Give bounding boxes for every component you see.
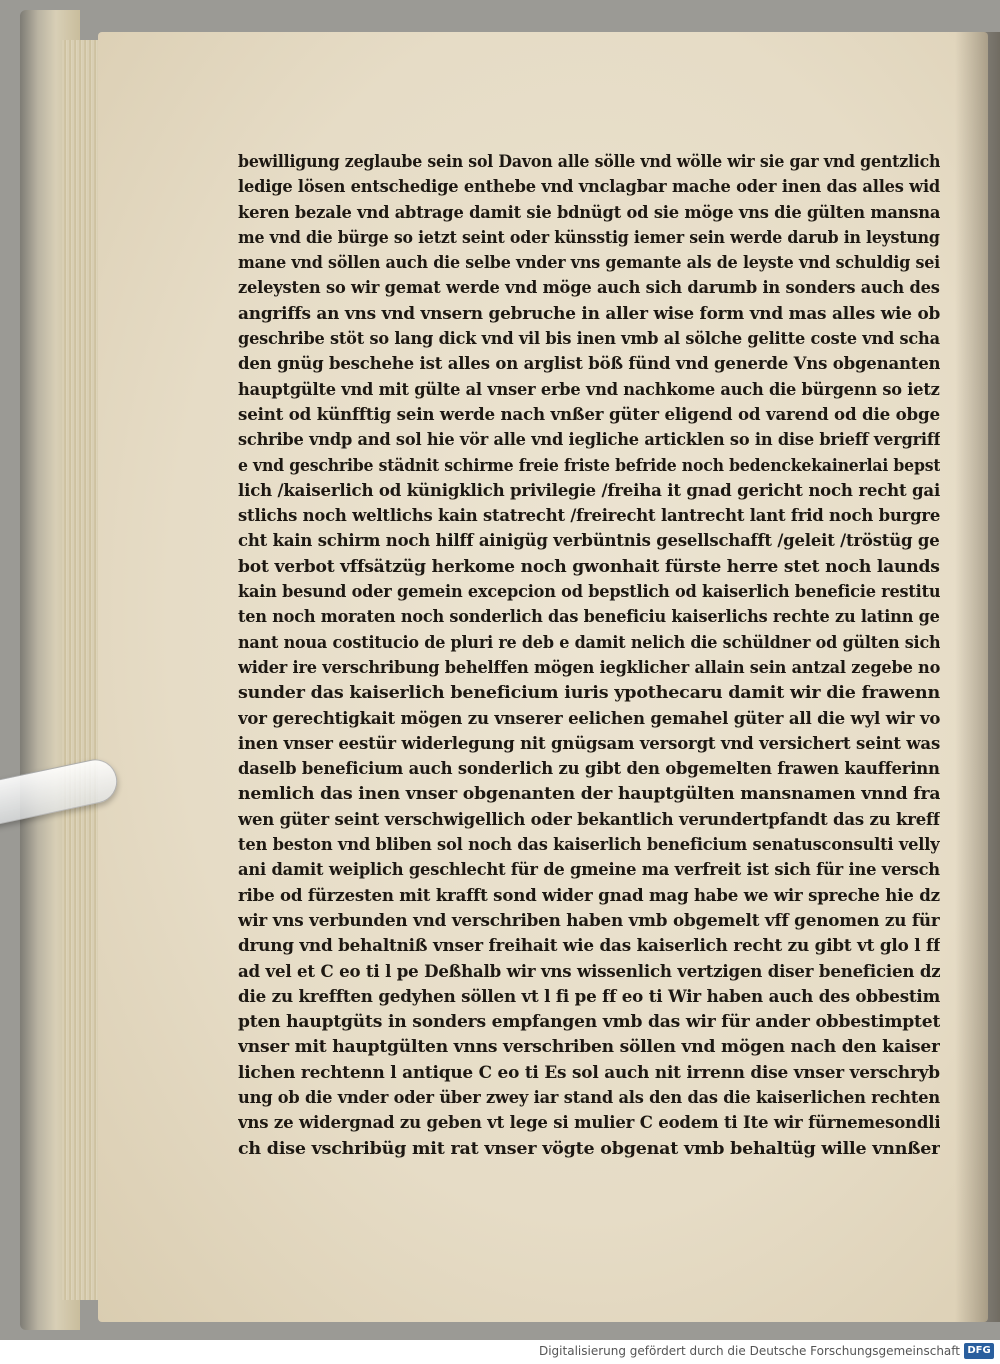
text-line: ung ob die vnder oder über zwey iar stand als den das die kaiserlichen rechten [238,1087,940,1108]
text-line: vor gerechtigkait mögen zu vnserer eelichen gemahel güter all die wyl wir vo [238,708,940,729]
dfg-logo: DFG [964,1343,994,1359]
text-line: ten noch moraten noch sonderlich das beneficiu kaiserlichs rechte zu latinn ge [238,607,940,628]
text-line: daselb beneficium auch sonderlich zu gibt den obgemelten frawen kaufferinn [238,759,940,780]
text-line: bewilligung zeglaube sein sol Davon alle sölle vnd wölle wir sie gar vnd gentzlich [238,152,940,172]
text-line: ribe od fürzesten mit krafft sond wider gnad mag habe we wir spreche hie dz [238,885,940,906]
text-line: den gnüg beschehe ist alles on arglist böß fünd vnd generde Vns obgenanten [238,354,940,375]
gutter-shadow [955,32,1000,1322]
text-line: seint od künfftig sein werde nach vnßer güter eligend od varend od die obge [238,404,940,425]
text-line: vns ze widergnad zu geben vt lege si mulier C eodem ti Ite wir fürnemesondli [238,1113,940,1134]
text-line: schribe vndp and sol hie vör alle vnd iegliche articklen so in dise brieff vergriff [238,430,940,451]
footer-credit: Digitalisierung gefördert durch die Deutsche Forschungsgemeinschaft [538,1344,960,1358]
text-line: lichen rechtenn l antique C eo ti Es sol auch nit irrenn dise vnser verschryb [238,1062,940,1083]
body-text [238,150,940,1162]
text-line: ad vel et C eo ti l pe Deßhalb wir vns wissenlich vertzigen diser beneficien dz [238,961,940,982]
text-line: drung vnd behaltniß vnser freihait wie das kaiserlich recht zu gibt vt glo l ff [238,936,940,957]
text-line: wen güter seint verschwigellich oder bekantlich verundertpfandt das zu kreff [238,809,940,830]
text-line: lich /kaiserlich od künigklich privilegie /freiha it gnad gericht noch recht gai [238,480,940,501]
text-line: mane vnd söllen auch die selbe vnder vns gemante als de leyste vnd schuldig sei [238,253,940,274]
text-line: me vnd die bürge so ietzt seint oder künsstig iemer sein werde darub in leystung [238,227,940,248]
text-line: sunder das kaiserlich beneficium iuris ypothecaru damit wir die frawenn [238,683,941,704]
text-line: wider ire verschribung behelffen mögen iegklicher allain sein antzal zegebe no [238,657,940,678]
text-line: hauptgülte vnd mit gülte al vnser erbe vnd nachkome auch die bürgenn so ietz [238,379,940,400]
text-line: stlichs noch weltlichs kain statrecht /freirecht lantrecht lant frid noch burgre [238,506,940,527]
text-line: wir vns verbunden vnd verschriben haben vmb obgemelt vff genomen zu für [238,910,940,931]
text-line: kain besund oder gemein excepcion od bepstlich od kaiserlich beneficie restitu [238,582,940,603]
text-line: ani damit weiplich geschlecht für de gmeine ma verfreit ist sich für ine versch [238,860,940,881]
text-line: ch dise vschribüg mit rat vnser vögte obgenat vmb behaltüg wille vnnßer [238,1138,940,1159]
text-line: ledige lösen entschedige enthebe vnd vnclagbar mache oder inen das alles wid [238,177,940,198]
text-line: angriffs an vns vnd vnsern gebruche in aller wise form vnd mas alles wie ob [238,303,940,324]
text-line: vnser mit hauptgülten vnns verschriben söllen vnd mögen nach den kaiser [238,1037,940,1058]
text-line: bot verbot vffsätzüg herkome noch gwonhait fürste herre stet noch launds [238,556,940,577]
text-line: e vnd geschribe städnit schirme freie friste befride noch bedenckekainerlai bepst [238,455,940,476]
text-line: nant noua costitucio de pluri re deb e damit nelich die schüldner od gülten sich [238,632,940,653]
text-line: ten beston vnd bliben sol noch das kaiserlich beneficium senatusconsulti velly [238,835,940,856]
text-line: cht kain schirm noch hilff ainigüg verbüntnis gesellschafft /geleit /tröstüg ge [238,531,940,552]
text-line: zeleysten so wir gemat werde vnd möge auch sich darumb in sonders auch des [238,278,940,299]
text-line: inen vnser eestür widerlegung nit gnügsam versorgt vnd versichert seint was [238,733,940,754]
text-line: pten hauptgüts in sonders empfangen vmb das wir für ander obbestimptet [238,1012,941,1033]
page-stack-edge [62,40,102,1300]
text-line: geschribe stöt so lang dick vnd vil bis inen vmb al sölche gelitte coste vnd scha [238,329,940,350]
text-line: keren bezale vnd abtrage damit sie bdnügt od sie möge vns die gülten mansna [238,202,940,223]
text-line: nemlich das inen vnser obgenanten der hauptgülten mansnamen vnnd fra [238,784,940,805]
text-line: die zu krefften gedyhen söllen vt l fi pe ff eo ti Wir haben auch des obbestim [238,986,940,1007]
footer-bar [0,1340,1000,1364]
